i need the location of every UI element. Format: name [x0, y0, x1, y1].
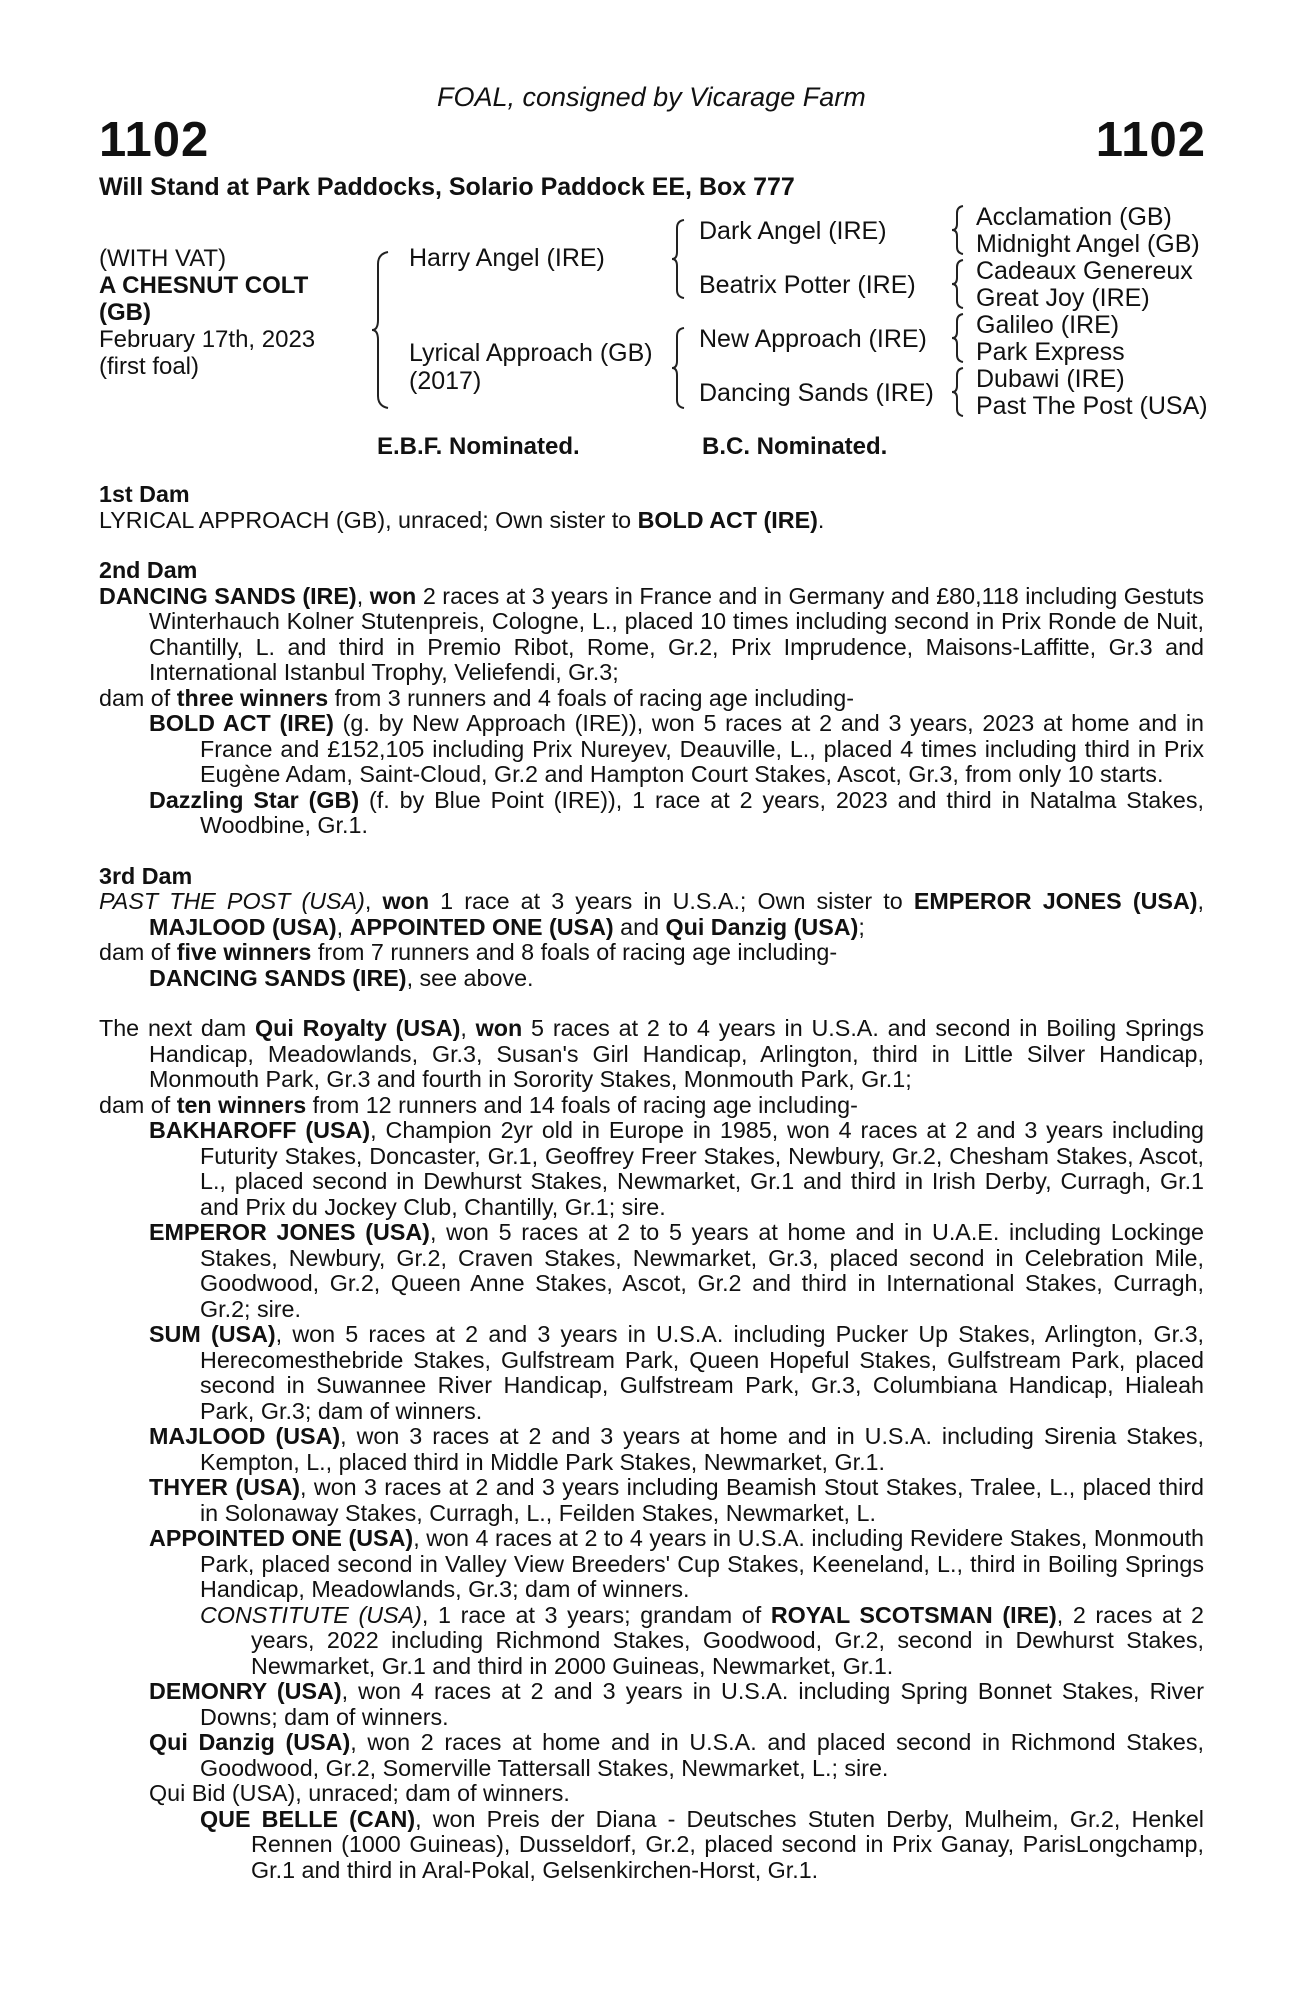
stand-location: Will Stand at Park Paddocks, Solario Paddock EE, Box 777 — [99, 173, 795, 201]
second-dam-dam-of: dam of three winners from 3 runners and 4 foals of racing age including- — [99, 684, 854, 711]
first-dam-heading: 1st Dam — [99, 481, 190, 507]
ebf-nomination: E.B.F. Nominated. — [377, 433, 580, 460]
third-dam-heading: 3rd Dam — [99, 862, 193, 889]
dam-line-brace — [670, 326, 690, 410]
dam-year: (2017) — [409, 367, 482, 395]
ds-sire: Galileo (IRE) — [976, 311, 1120, 339]
lot-number-left: 1102 — [99, 113, 210, 167]
produce-entry: THYER (USA), won 3 races at 2 and 3 years including Beamish Stout Stakes, Tralee, L., placed third in Solonaway Stakes, Curragh, L., Feilden Stakes, Newmarket, L. — [149, 1474, 1204, 1526]
dam-dam: Dancing Sands (IRE) — [699, 379, 934, 407]
dd-sire: Dubawi (IRE) — [976, 365, 1125, 393]
produce-entry: APPOINTED ONE (USA), won 4 races at 2 to 4 years in U.S.A. including Revidere Stakes, Monmouth Park, placed second in Valley View Breeders' Cup Stakes, Keeneland, L., third in Boiling Springs Handicap, Meadowlands, Gr.3; dam of winners. — [149, 1525, 1205, 1602]
produce-entry: Qui Danzig (USA), won 2 races at home and in U.S.A. and placed second in Richmond Stakes, Goodwood, Gr.2, Somerville Tattersall Stakes, Newmarket, L.; sire. — [149, 1729, 1204, 1781]
produce-entry: MAJLOOD (USA), won 3 races at 2 and 3 years at home and in U.S.A. including Sirenia Stakes, Kempton, L., placed third in Middle Park Stakes, Newmarket, Gr.1. — [149, 1423, 1204, 1475]
sire-dam-brace — [370, 250, 394, 410]
brace-ds — [950, 312, 968, 364]
third-dam-dam-of: dam of five winners from 7 runners and 8 foals of racing age including- — [99, 939, 838, 965]
dam-name: Lyrical Approach (GB) — [409, 339, 653, 367]
brace-dd — [950, 366, 968, 418]
consignor-line: FOAL, consigned by Vicarage Farm — [437, 82, 866, 112]
vat-note: (WITH VAT) — [99, 245, 227, 272]
brace-sd — [950, 258, 968, 310]
first-dam-line: LYRICAL APPROACH (GB), unraced; Own sister to BOLD ACT (IRE). — [99, 506, 825, 533]
brace-ss — [950, 204, 968, 256]
foal-dob: February 17th, 2023 — [99, 326, 316, 353]
second-dam-record: DANCING SANDS (IRE), won 2 races at 3 years in France and in Germany and £80,118 including Gestuts Winterhauch Kolner Stutenpreis, Cologne, L., placed 10 times including second in Prix Ronde de Nuit, Chantilly, L. and third in Premio Ribot, Rome, Gr.2, Prix Imprudence, Maisons-Laffitte, Gr.3 and International Istanbul Trophy, Veliefendi, Gr.3; — [99, 582, 1204, 685]
next-dam-record: The next dam Qui Royalty (USA), won 5 races at 2 to 4 years in U.S.A. and second in Boiling Springs Handicap, Meadowlands, Gr.3, Susan's Girl Handicap, Arlington, third in Little Silver Handicap, Monmouth Park, Gr.3 and fourth in Sorority Stakes, Monmouth Park, Gr.1; — [99, 1015, 1204, 1092]
ds-dam: Park Express — [976, 338, 1125, 366]
sire-sire: Dark Angel (IRE) — [699, 217, 887, 245]
third-dam-record: PAST THE POST (USA), won 1 race at 3 years in U.S.A.; Own sister to EMPEROR JONES (USA), MAJLOOD (USA), APPOINTED ONE (USA) and Qui Danzig (USA); — [99, 888, 1205, 940]
foal-note: (first foal) — [99, 353, 200, 380]
produce-entry: BAKHAROFF (USA), Champion 2yr old in Europe in 1985, won 4 races at 2 and 3 years including Futurity Stakes, Doncaster, Gr.1, Geoffrey Freer Stakes, Newbury, Gr.2, Chesham Stakes, Ascot, L., placed second in Dewhurst Stakes, Newmarket, Gr.1 and third in Irish Derby, Curragh, Gr.1 and Prix du Jockey Club, Chantilly, Gr.1; sire. — [149, 1117, 1204, 1220]
produce-subentry: CONSTITUTE (USA), 1 race at 3 years; grandam of ROYAL SCOTSMAN (IRE), 2 races at 2 years, 2022 including Richmond Stakes, Goodwood, Gr.2, second in Dewhurst Stakes, Newmarket, Gr.1 and third in 2000 Guineas, Newmarket, Gr.1. — [200, 1601, 1204, 1679]
foal-country: (GB) — [99, 299, 151, 326]
catalogue-body — [99, 482, 1204, 1883]
ss-sire: Acclamation (GB) — [976, 203, 1172, 231]
produce-entry: EMPEROR JONES (USA), won 5 races at 2 to 5 years at home and in U.A.E. including Lockinge Stakes, Newbury, Gr.2, Craven Stakes, Newmarket, Gr.3, placed second in Celebration Mile, Goodwood, Gr.2, Queen Anne Stakes, Ascot, Gr.2 and third in International Stakes, Curragh, Gr.2; sire. — [149, 1219, 1204, 1322]
produce-entry: SUM (USA), won 5 races at 2 and 3 years in U.S.A. including Pucker Up Stakes, Arlington, Gr.3, Herecomesthebride Stakes, Gulfstream Park, Queen Hopeful Stakes, Gulfstream Park, placed second in Suwannee River Handicap, Gulfstream Park, Gr.3, Columbiana Handicap, Hialeah Park, Gr.3; dam of winners. — [149, 1321, 1204, 1424]
sire-line-brace — [670, 218, 690, 300]
foal-name: A CHESNUT COLT — [99, 272, 309, 299]
dd-dam: Past The Post (USA) — [976, 392, 1208, 420]
produce-entry: DEMONRY (USA), won 4 races at 2 and 3 years in U.S.A. including Spring Bonnet Stakes, River Downs; dam of winners. — [149, 1678, 1204, 1730]
next-dam-dam-of: dam of ten winners from 12 runners and 14 foals of racing age including- — [99, 1091, 858, 1118]
produce-entry: Qui Bid (USA), unraced; dam of winners. — [149, 1780, 570, 1806]
produce-entry: Dazzling Star (GB) (f. by Blue Point (IRE)), 1 race at 2 years, 2023 and third in Natalma Stakes, Woodbine, Gr.1. — [149, 786, 1204, 838]
sd-sire: Cadeaux Genereux — [976, 257, 1193, 285]
bc-nomination: B.C. Nominated. — [702, 433, 888, 460]
sd-dam: Great Joy (IRE) — [976, 284, 1150, 312]
produce-subentry: QUE BELLE (CAN), won Preis der Diana - Deutsches Stuten Derby, Mulheim, Gr.2, Henkel Rennen (1000 Guineas), Dusseldorf, Gr.2, placed second in Prix Ganay, ParisLongchamp, Gr.1 and third in Aral-Pokal, Gelsenkirchen-Horst, Gr.1. — [200, 1805, 1204, 1883]
second-dam-heading: 2nd Dam — [99, 557, 198, 583]
produce-entry: DANCING SANDS (IRE), see above. — [149, 964, 534, 991]
ss-dam: Midnight Angel (GB) — [976, 230, 1200, 258]
foal-description — [99, 245, 315, 380]
sire-name: Harry Angel (IRE) — [409, 244, 605, 272]
dam-sire: New Approach (IRE) — [699, 325, 927, 353]
sire-dam: Beatrix Potter (IRE) — [699, 271, 916, 299]
lot-number-right: 1102 — [1095, 113, 1206, 167]
produce-entry: BOLD ACT (IRE) (g. by New Approach (IRE)), won 5 races at 2 and 3 years, 2023 at home and in France and £152,105 including Prix Nureyev, Deauville, L., placed 4 times including third in Prix Eugène Adam, Saint-Cloud, Gr.2 and Hampton Court Stakes, Ascot, Gr.3, from only 10 starts. — [149, 710, 1205, 787]
